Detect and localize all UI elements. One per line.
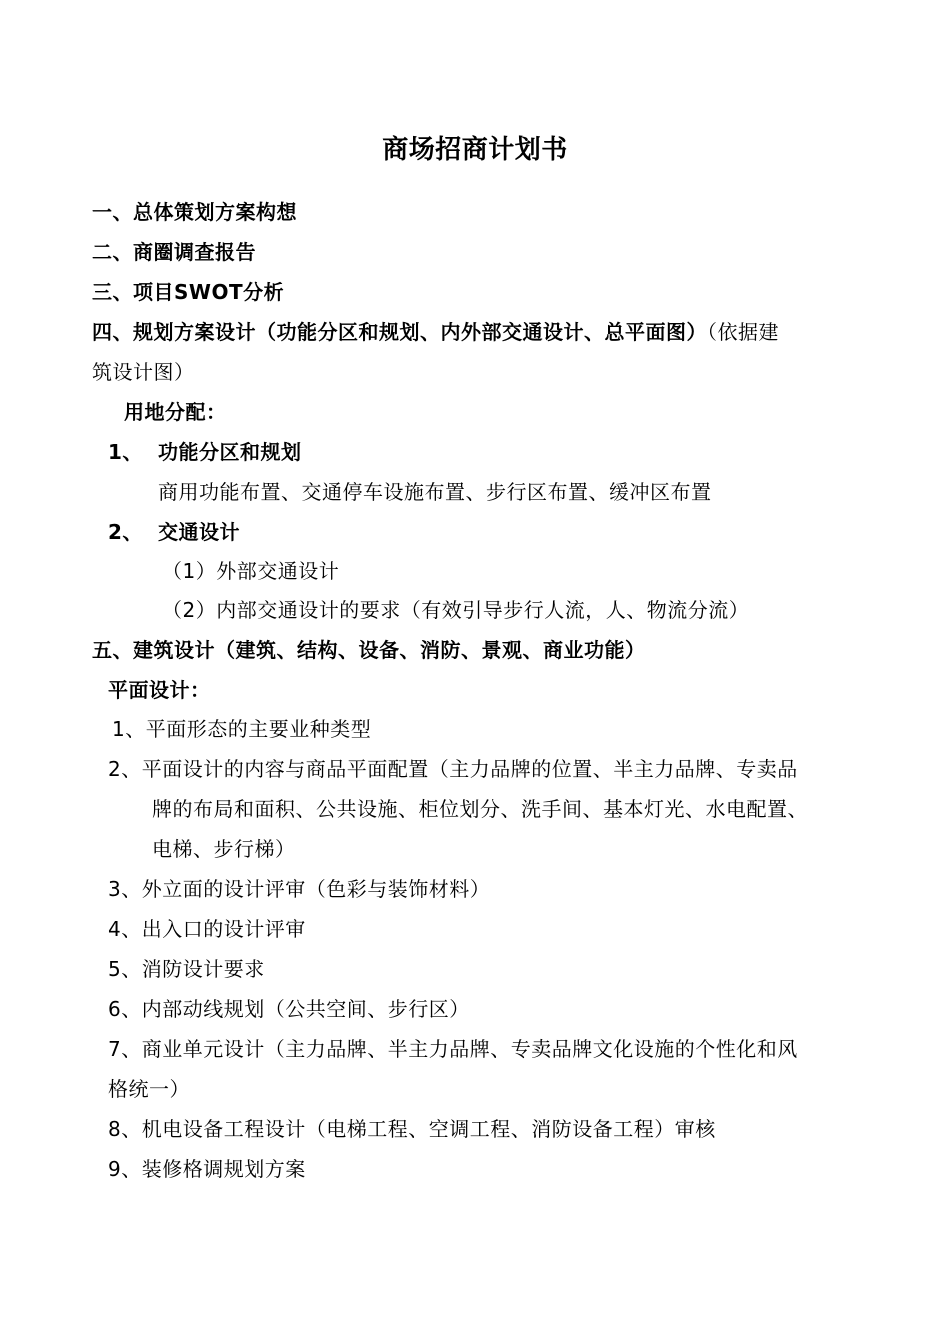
section-4-bold-text: 四、规划方案设计（功能分区和规划、内外部交通设计、总平面图） — [92, 320, 707, 344]
item-1-description: 商用功能布置、交通停车设施布置、步行区布置、缓冲区布置 — [158, 480, 712, 504]
section-4-normal-text: （依据建 — [707, 320, 779, 344]
plan-item-5: 5、消防设计要求 — [108, 957, 265, 981]
plan-item-3: 3、外立面的设计评审（色彩与装饰材料） — [108, 877, 491, 901]
plan-item-9: 9、装修格调规划方案 — [108, 1157, 306, 1181]
section-4-continuation: 筑设计图） — [92, 360, 195, 384]
item-1-title: 功能分区和规划 — [158, 440, 302, 464]
section-1-heading: 一、总体策划方案构想 — [92, 200, 297, 224]
plan-item-2-line-2: 牌的布局和面积、公共设施、柜位划分、洗手间、基本灯光、水电配置、 — [152, 797, 808, 821]
plan-item-4: 4、出入口的设计评审 — [108, 917, 306, 941]
plan-item-2-line-3: 电梯、步行梯） — [152, 837, 296, 861]
section-5-heading: 五、建筑设计（建筑、结构、设备、消防、景观、商业功能） — [92, 638, 646, 662]
plan-item-7-line-1: 7、商业单元设计（主力品牌、半主力品牌、专卖品牌文化设施的个性化和风 — [108, 1037, 798, 1061]
item-1-number: 1、 — [108, 440, 143, 464]
item-2-sub-1: （1）外部交通设计 — [162, 559, 340, 583]
section-4-heading — [92, 318, 779, 346]
section-2-heading: 二、商圈调查报告 — [92, 240, 256, 264]
item-2-title: 交通设计 — [158, 520, 240, 544]
plan-item-8: 8、机电设备工程设计（电梯工程、空调工程、消防设备工程）审核 — [108, 1117, 716, 1141]
plan-item-7-line-2: 格统一） — [108, 1077, 190, 1101]
item-2-sub-2: （2）内部交通设计的要求（有效引导步行人流，人、物流分流） — [162, 598, 750, 622]
section-3-heading: 三、项目SWOT分析 — [92, 280, 285, 304]
item-2-number: 2、 — [108, 520, 143, 544]
plan-item-6: 6、内部动线规划（公共空间、步行区） — [108, 997, 470, 1021]
plan-item-1: 1、平面形态的主要业种类型 — [112, 717, 372, 741]
land-use-label: 用地分配： — [124, 400, 227, 424]
plan-item-2-line-1: 2、平面设计的内容与商品平面配置（主力品牌的位置、半主力品牌、专卖品 — [108, 757, 798, 781]
plan-design-label: 平面设计： — [108, 678, 211, 702]
document-title: 商场招商计划书 — [382, 135, 568, 165]
